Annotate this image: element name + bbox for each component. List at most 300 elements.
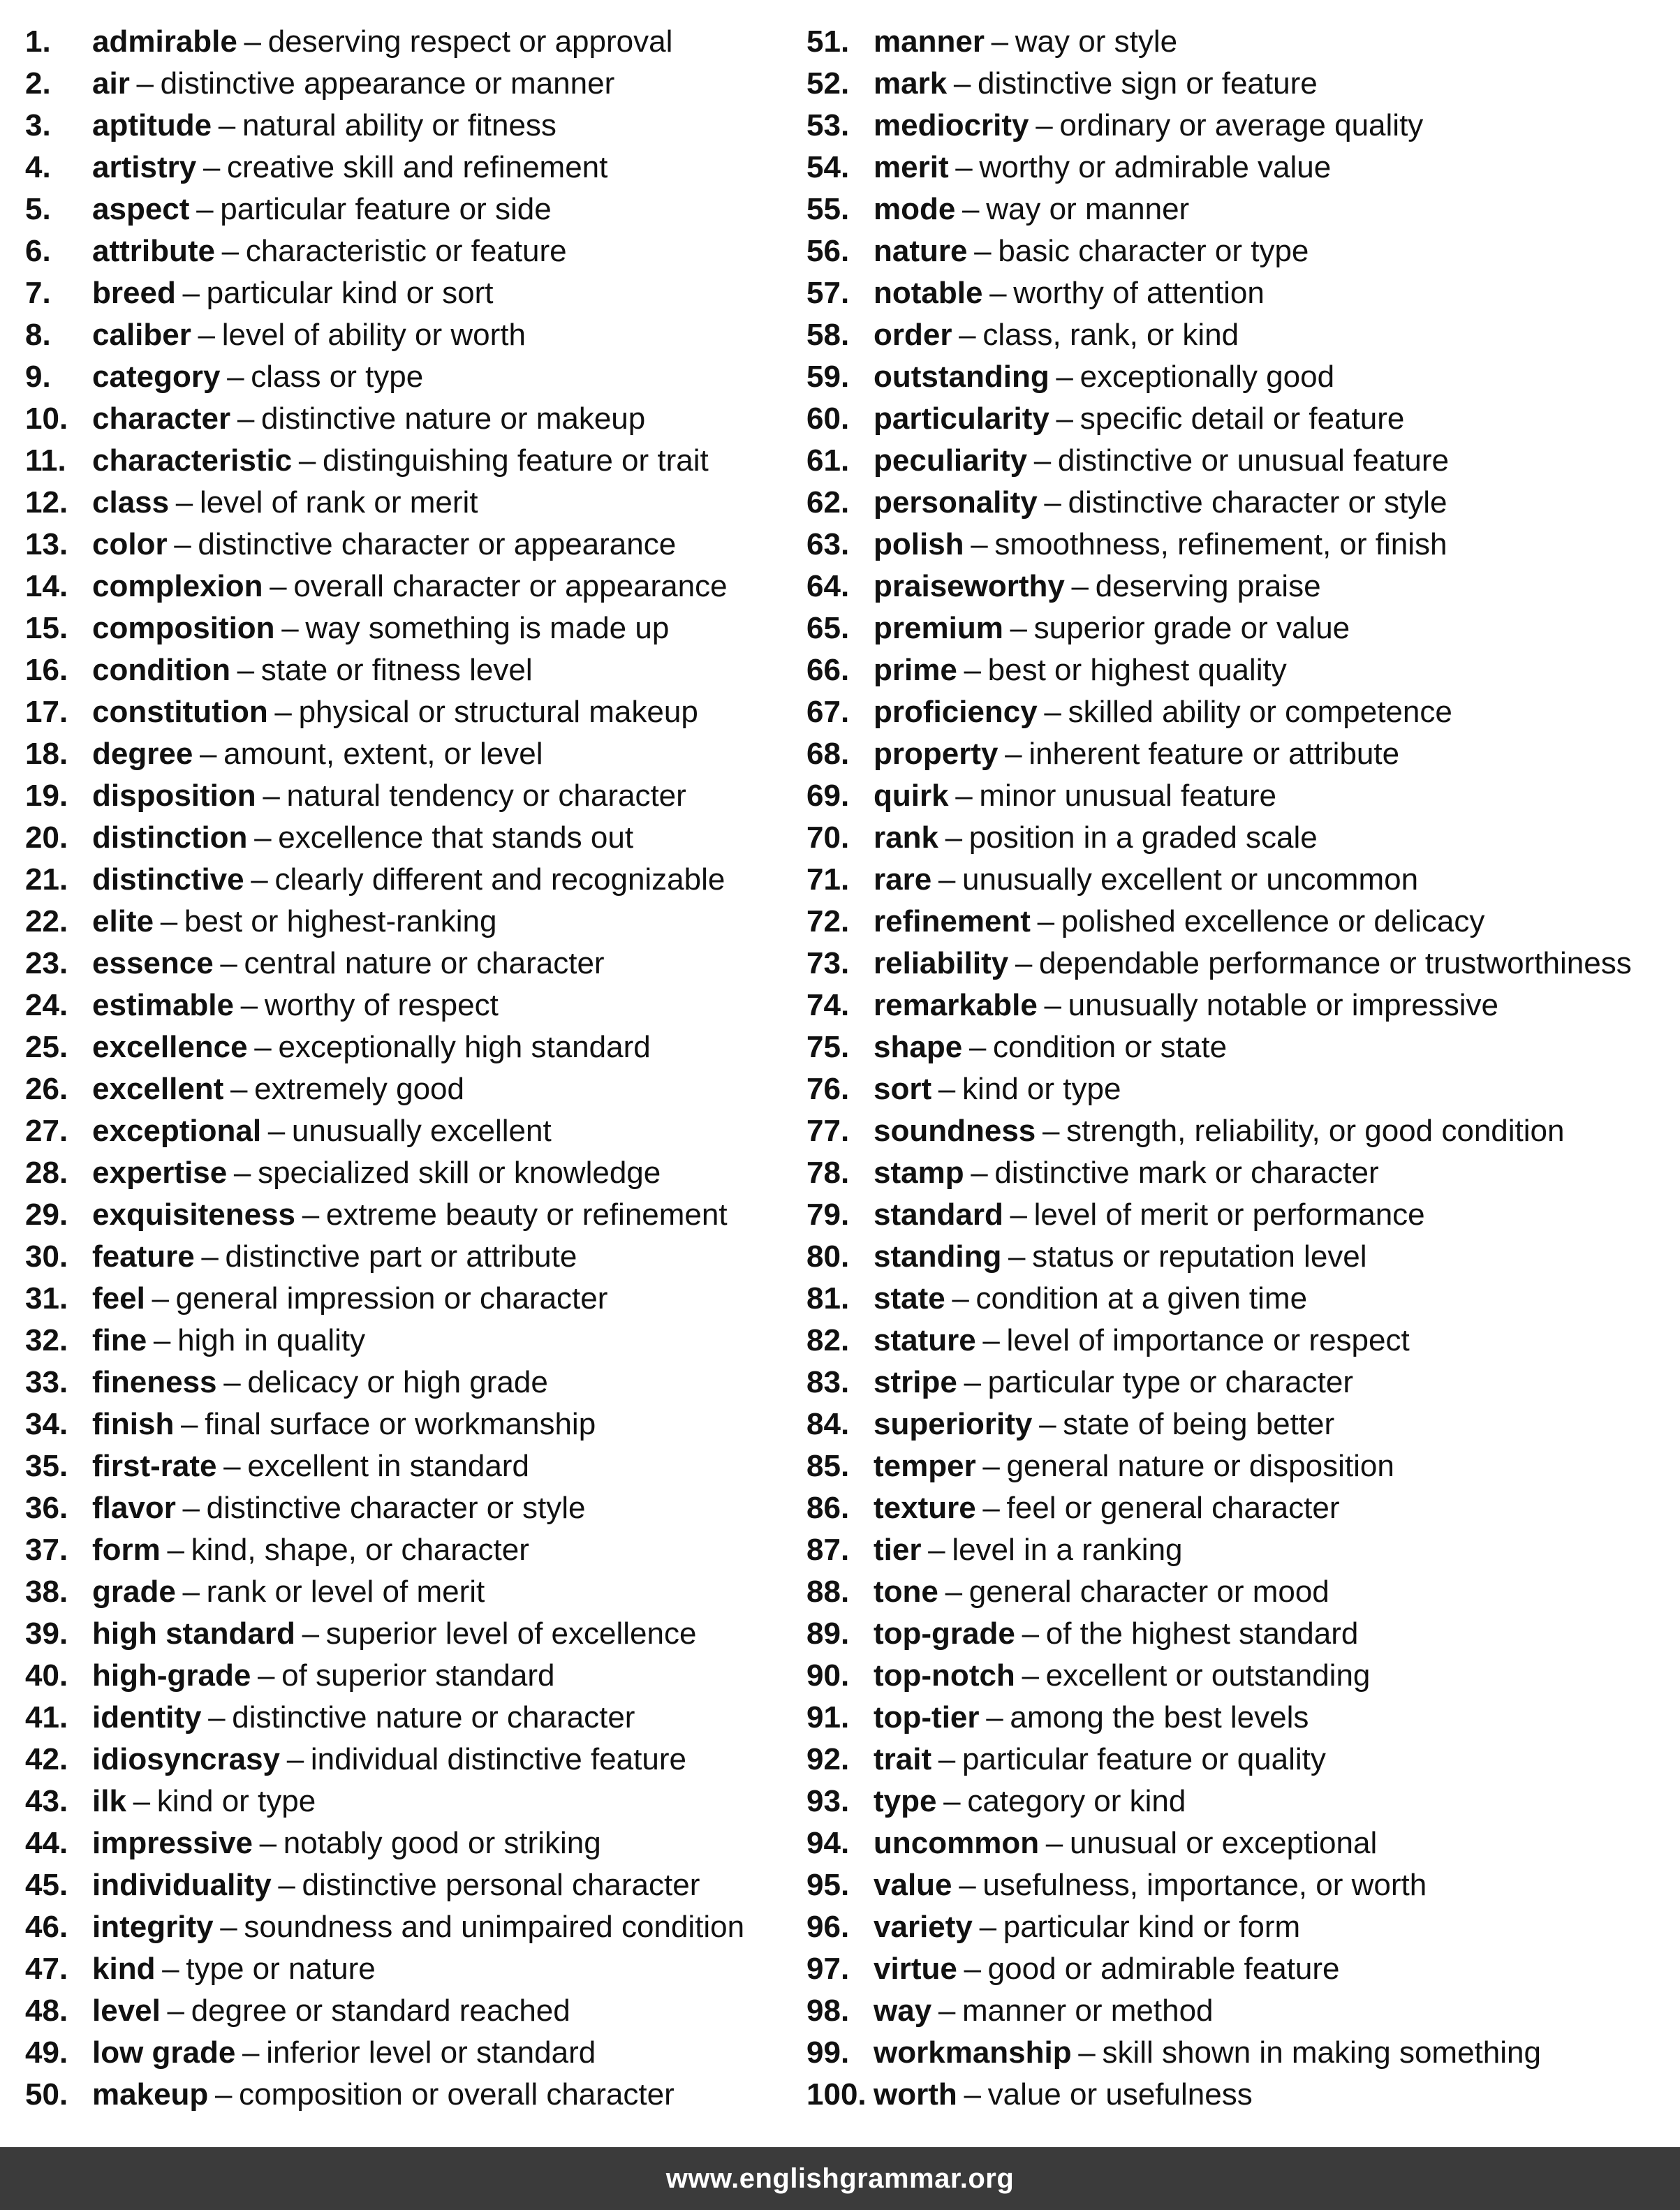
entry-number: 69. [806, 779, 850, 813]
entry-definition: class or type [251, 360, 424, 394]
entry-number: 56. [806, 234, 850, 268]
entry-definition: deserving respect or approval [267, 24, 673, 59]
entry-word: peculiarity [874, 443, 1028, 478]
entry-separator: – [133, 1784, 151, 1818]
entry-definition: extreme beauty or refinement [325, 1198, 728, 1232]
entry-word: impressive [92, 1826, 253, 1860]
list-item [806, 1194, 1676, 1236]
list-item [806, 607, 1676, 649]
entry-definition: general nature or disposition [1006, 1449, 1394, 1483]
entry-number: 67. [806, 695, 850, 729]
entry-number: 90. [806, 1658, 850, 1693]
entry-word: soundness [874, 1114, 1036, 1148]
entry-separator: – [938, 862, 956, 897]
entry-word: outstanding [874, 360, 1049, 394]
entry-number: 29. [25, 1198, 68, 1232]
entry-separator: – [237, 402, 255, 436]
entry-number: 100. [806, 2077, 867, 2112]
entry-word: constitution [92, 695, 268, 729]
entry-definition: worthy or admirable value [979, 150, 1332, 184]
list-item [25, 63, 786, 105]
entry-word: level [92, 1994, 161, 2028]
list-item [25, 272, 786, 314]
entry-word: fine [92, 1323, 147, 1357]
list-item [806, 2074, 1676, 2116]
entry-definition: level of ability or worth [221, 318, 526, 352]
entry-separator: – [964, 1952, 981, 1986]
entry-word: estimable [92, 988, 234, 1022]
list-item [806, 272, 1676, 314]
entry-definition: high in quality [177, 1323, 366, 1357]
entry-word: artistry [92, 150, 197, 184]
entry-separator: – [237, 653, 255, 687]
entry-word: identity [92, 1700, 202, 1734]
entry-word: disposition [92, 779, 256, 813]
entry-number: 60. [806, 402, 850, 436]
entry-number: 62. [806, 485, 850, 520]
entry-word: proficiency [874, 695, 1038, 729]
entry-separator: – [201, 1239, 219, 1274]
entry-separator: – [952, 1281, 969, 1316]
entry-number: 74. [806, 988, 850, 1022]
list-item [806, 2032, 1676, 2074]
entry-number: 86. [806, 1491, 850, 1525]
entry-word: aspect [92, 192, 190, 226]
entry-separator: – [1045, 1826, 1063, 1860]
list-item [25, 524, 786, 566]
entry-number: 55. [806, 192, 850, 226]
entry-definition: condition at a given time [975, 1281, 1308, 1316]
list-item [25, 230, 786, 272]
entry-word: stripe [874, 1365, 957, 1399]
list-item [806, 691, 1676, 733]
entry-word: fineness [92, 1365, 217, 1399]
list-item [806, 1948, 1676, 1990]
entry-number: 20. [25, 820, 68, 855]
entry-definition: condition or state [993, 1030, 1228, 1064]
entry-word: aptitude [92, 108, 212, 142]
list-item [25, 1948, 786, 1990]
entry-word: worth [874, 2077, 957, 2112]
entry-separator: – [208, 1700, 226, 1734]
entry-definition: exceptionally high standard [278, 1030, 651, 1064]
entry-word: state [874, 1281, 945, 1316]
list-item [806, 189, 1676, 230]
entry-separator: – [181, 1407, 198, 1441]
entry-separator: – [196, 192, 214, 226]
entry-separator: – [167, 1994, 185, 2028]
entry-word: distinctive [92, 862, 244, 897]
entry-separator: – [286, 1742, 304, 1776]
entry-separator: – [971, 527, 988, 561]
entry-number: 84. [806, 1407, 850, 1441]
list-item [25, 1236, 786, 1278]
entry-number: 28. [25, 1156, 68, 1190]
list-item [25, 398, 786, 440]
entry-word: way [874, 1994, 932, 2028]
entry-separator: – [1044, 695, 1061, 729]
entry-number: 43. [25, 1784, 68, 1818]
entry-separator: – [258, 1658, 275, 1693]
entry-definition: way something is made up [305, 611, 670, 645]
entry-definition: state or fitness level [260, 653, 533, 687]
entry-number: 93. [806, 1784, 850, 1818]
entry-number: 32. [25, 1323, 68, 1357]
entry-word: type [874, 1784, 937, 1818]
entry-separator: – [153, 1323, 171, 1357]
entry-word: mark [874, 66, 948, 101]
entry-word: caliber [92, 318, 191, 352]
entry-number: 44. [25, 1826, 68, 1860]
entry-separator: – [175, 485, 193, 520]
entry-definition: basic character or type [998, 234, 1309, 268]
entry-number: 98. [806, 1994, 850, 2028]
entry-number: 85. [806, 1449, 850, 1483]
entry-separator: – [259, 1826, 277, 1860]
entry-word: quirk [874, 779, 949, 813]
entry-separator: – [991, 24, 1009, 59]
entry-separator: – [298, 443, 316, 478]
entry-definition: inherent feature or attribute [1029, 737, 1400, 771]
entry-separator: – [244, 24, 262, 59]
entry-definition: skilled ability or competence [1068, 695, 1452, 729]
entry-definition: distinctive or unusual feature [1057, 443, 1450, 478]
entry-word: high-grade [92, 1658, 251, 1693]
entry-separator: – [223, 1365, 241, 1399]
list-item [806, 733, 1676, 775]
list-item [25, 1571, 786, 1613]
entry-definition: rank or level of merit [206, 1575, 485, 1609]
entry-definition: of superior standard [281, 1658, 555, 1693]
list-item [806, 1655, 1676, 1697]
entry-number: 88. [806, 1575, 850, 1609]
entry-number: 96. [806, 1910, 850, 1944]
entry-word: texture [874, 1491, 976, 1525]
entry-number: 37. [25, 1533, 68, 1567]
list-item [25, 985, 786, 1026]
entry-separator: – [270, 569, 287, 603]
entry-word: value [874, 1868, 952, 1902]
entry-separator: – [167, 1533, 184, 1567]
entry-definition: level of merit or performance [1033, 1198, 1425, 1232]
entry-definition: extremely good [254, 1072, 464, 1106]
entry-number: 47. [25, 1952, 68, 1986]
entry-word: admirable [92, 24, 237, 59]
entry-word: premium [874, 611, 1003, 645]
list-item [806, 1613, 1676, 1655]
entry-definition: inferior level or standard [266, 2035, 596, 2070]
entry-word: excellent [92, 1072, 224, 1106]
entry-definition: way or style [1015, 24, 1178, 59]
list-item [806, 1404, 1676, 1445]
entry-separator: – [1022, 1616, 1040, 1651]
list-item [806, 356, 1676, 398]
list-item [25, 1320, 786, 1362]
entry-word: kind [92, 1952, 156, 1986]
entry-word: top-notch [874, 1658, 1015, 1693]
entry-separator: – [971, 1156, 988, 1190]
entry-word: property [874, 737, 999, 771]
entry-number: 75. [806, 1030, 850, 1064]
list-item [806, 1822, 1676, 1864]
entry-separator: – [254, 1030, 272, 1064]
entry-definition: deserving praise [1095, 569, 1321, 603]
entry-definition: distinctive character or appearance [198, 527, 677, 561]
entry-number: 23. [25, 946, 68, 980]
entry-word: air [92, 66, 130, 101]
entry-definition: superior level of excellence [325, 1616, 697, 1651]
entry-number: 19. [25, 779, 68, 813]
entry-word: composition [92, 611, 275, 645]
entry-number: 2. [25, 66, 51, 101]
entry-separator: – [964, 1365, 981, 1399]
list-item [806, 985, 1676, 1026]
entry-word: mode [874, 192, 956, 226]
entry-number: 8. [25, 318, 51, 352]
entry-word: nature [874, 234, 968, 268]
entry-definition: degree or standard reached [191, 1994, 570, 2028]
entry-number: 79. [806, 1198, 850, 1232]
entry-definition: notably good or striking [283, 1826, 601, 1860]
entry-definition: unusually excellent [291, 1114, 552, 1148]
entry-number: 91. [806, 1700, 850, 1734]
entry-separator: – [182, 1491, 200, 1525]
entry-number: 15. [25, 611, 68, 645]
entry-word: form [92, 1533, 161, 1567]
entry-separator: – [198, 318, 216, 352]
list-item [25, 1822, 786, 1864]
entry-definition: specialized skill or knowledge [258, 1156, 661, 1190]
entry-definition: final surface or workmanship [205, 1407, 596, 1441]
entry-separator: – [214, 2077, 233, 2112]
list-item [25, 566, 786, 607]
entry-separator: – [968, 1030, 987, 1064]
entry-definition: individual distinctive feature [310, 1742, 686, 1776]
entry-number: 50. [25, 2077, 68, 2112]
entry-definition: worthy of respect [264, 988, 499, 1022]
entry-number: 89. [806, 1616, 850, 1651]
list-item [25, 817, 786, 859]
entry-word: shape [874, 1030, 963, 1064]
entry-number: 61. [806, 443, 850, 478]
list-item [25, 691, 786, 733]
entry-definition: creative skill and refinement [227, 150, 608, 184]
entry-separator: – [1008, 1239, 1026, 1274]
entry-definition: best or highest quality [987, 653, 1287, 687]
entry-word: finish [92, 1407, 175, 1441]
entry-number: 40. [25, 1658, 68, 1693]
list-item [25, 607, 786, 649]
entry-word: temper [874, 1449, 976, 1483]
entry-separator: – [136, 66, 154, 101]
entry-separator: – [1056, 402, 1074, 436]
entry-definition: composition or overall character [239, 2077, 675, 2112]
entry-number: 4. [25, 150, 51, 184]
entry-separator: – [199, 737, 217, 771]
entry-word: remarkable [874, 988, 1038, 1022]
entry-definition: feel or general character [1006, 1491, 1340, 1525]
list-item [806, 1781, 1676, 1822]
entry-number: 31. [25, 1281, 68, 1316]
list-item [806, 1278, 1676, 1320]
entry-word: flavor [92, 1491, 176, 1525]
entry-word: breed [92, 276, 176, 310]
entry-number: 13. [25, 527, 68, 561]
list-item [25, 2074, 786, 2116]
entry-definition: natural tendency or character [286, 779, 686, 813]
entry-word: polish [874, 527, 964, 561]
entry-word: prime [874, 653, 957, 687]
entry-definition: kind or type [156, 1784, 316, 1818]
list-item [25, 1906, 786, 1948]
list-item [25, 1613, 786, 1655]
entry-separator: – [302, 1198, 320, 1232]
entry-separator: – [945, 820, 963, 855]
list-item [25, 440, 786, 482]
entry-definition: amount, extent, or level [223, 737, 543, 771]
entry-definition: physical or structural makeup [298, 695, 698, 729]
entry-separator: – [220, 1910, 237, 1944]
entry-definition: skill shown in making something [1102, 2035, 1541, 2070]
entry-number: 16. [25, 653, 68, 687]
entry-separator: – [979, 1910, 997, 1944]
entry-definition: kind, shape, or character [191, 1533, 529, 1567]
entry-number: 48. [25, 1994, 68, 2028]
entry-definition: central nature or character [244, 946, 605, 980]
entry-word: elite [92, 904, 154, 938]
entry-number: 49. [25, 2035, 68, 2070]
entry-word: stature [874, 1323, 976, 1357]
entry-definition: particular feature or side [220, 192, 552, 226]
entry-separator: – [955, 150, 973, 184]
entry-number: 7. [25, 276, 51, 310]
entry-word: trait [874, 1742, 932, 1776]
entry-number: 26. [25, 1072, 68, 1106]
list-item [806, 901, 1676, 943]
entry-number: 1. [25, 24, 51, 59]
list-item [25, 356, 786, 398]
entry-separator: – [254, 820, 272, 855]
entry-word: standing [874, 1239, 1002, 1274]
entry-word: uncommon [874, 1826, 1040, 1860]
list-item [806, 566, 1676, 607]
list-item [25, 1864, 786, 1906]
entry-word: tone [874, 1575, 938, 1609]
entry-word: workmanship [874, 2035, 1072, 2070]
list-item [806, 398, 1676, 440]
entry-word: individuality [92, 1868, 272, 1902]
entry-word: category [92, 360, 221, 394]
entry-definition: superior grade or value [1033, 611, 1350, 645]
entry-word: characteristic [92, 443, 293, 478]
list-item [806, 1487, 1676, 1529]
entry-number: 81. [806, 1281, 850, 1316]
entry-separator: – [240, 988, 258, 1022]
list-item [806, 1445, 1676, 1487]
entry-separator: – [1042, 1114, 1060, 1148]
list-item [25, 1697, 786, 1739]
entry-number: 77. [806, 1114, 850, 1148]
entry-number: 63. [806, 527, 850, 561]
entry-definition: level of rank or merit [199, 485, 478, 520]
list-item [806, 775, 1676, 817]
entry-separator: – [959, 1868, 976, 1902]
entry-definition: particular kind or form [1003, 1910, 1301, 1944]
entry-word: makeup [92, 2077, 209, 2112]
list-item [806, 649, 1676, 691]
entry-definition: category or kind [967, 1784, 1186, 1818]
entry-separator: – [152, 1281, 169, 1316]
entry-number: 80. [806, 1239, 850, 1274]
entry-definition: polished excellence or delicacy [1061, 904, 1485, 938]
entry-word: expertise [92, 1156, 228, 1190]
entry-number: 82. [806, 1323, 850, 1357]
entry-separator: – [281, 611, 299, 645]
word-list-column-left [25, 21, 786, 2116]
entry-separator: – [982, 1323, 1000, 1357]
list-item [25, 21, 786, 63]
entry-separator: – [1036, 108, 1053, 142]
entry-definition: distinctive personal character [302, 1868, 700, 1902]
list-item [25, 859, 786, 901]
entry-separator: – [1010, 1198, 1027, 1232]
entry-word: class [92, 485, 170, 520]
entry-separator: – [938, 1072, 956, 1106]
entry-definition: soundness and unimpaired condition [244, 1910, 745, 1944]
entry-separator: – [267, 1114, 286, 1148]
entry-separator: – [1010, 611, 1027, 645]
list-item [806, 1990, 1676, 2032]
entry-definition: kind or type [961, 1072, 1121, 1106]
list-item [25, 189, 786, 230]
entry-number: 25. [25, 1030, 68, 1064]
entry-definition: level of importance or respect [1006, 1323, 1410, 1357]
entry-number: 59. [806, 360, 850, 394]
entry-number: 53. [806, 108, 850, 142]
entry-definition: general impression or character [175, 1281, 608, 1316]
entry-number: 3. [25, 108, 51, 142]
entry-definition: distinctive nature or makeup [260, 402, 646, 436]
entry-number: 65. [806, 611, 850, 645]
entry-word: color [92, 527, 168, 561]
entry-number: 36. [25, 1491, 68, 1525]
entry-separator: – [160, 904, 178, 938]
list-item [806, 147, 1676, 189]
entry-word: particularity [874, 402, 1049, 436]
entry-separator: – [233, 1156, 251, 1190]
entry-number: 52. [806, 66, 850, 101]
list-item [806, 1571, 1676, 1613]
entry-number: 22. [25, 904, 68, 938]
entry-definition: value or usefulness [987, 2077, 1253, 2112]
entry-number: 72. [806, 904, 850, 938]
entry-separator: – [1044, 485, 1061, 520]
entry-separator: – [955, 779, 973, 813]
entry-separator: – [251, 862, 268, 897]
list-item [806, 1739, 1676, 1781]
entry-number: 64. [806, 569, 850, 603]
entry-number: 58. [806, 318, 850, 352]
list-item [25, 1068, 786, 1110]
entry-definition: excellence that stands out [278, 820, 634, 855]
entry-number: 76. [806, 1072, 850, 1106]
entry-definition: unusually excellent or uncommon [962, 862, 1419, 897]
entry-separator: – [1005, 737, 1022, 771]
entry-definition: distinctive appearance or manner [160, 66, 615, 101]
entry-number: 30. [25, 1239, 68, 1274]
list-item [806, 21, 1676, 63]
entry-word: notable [874, 276, 983, 310]
